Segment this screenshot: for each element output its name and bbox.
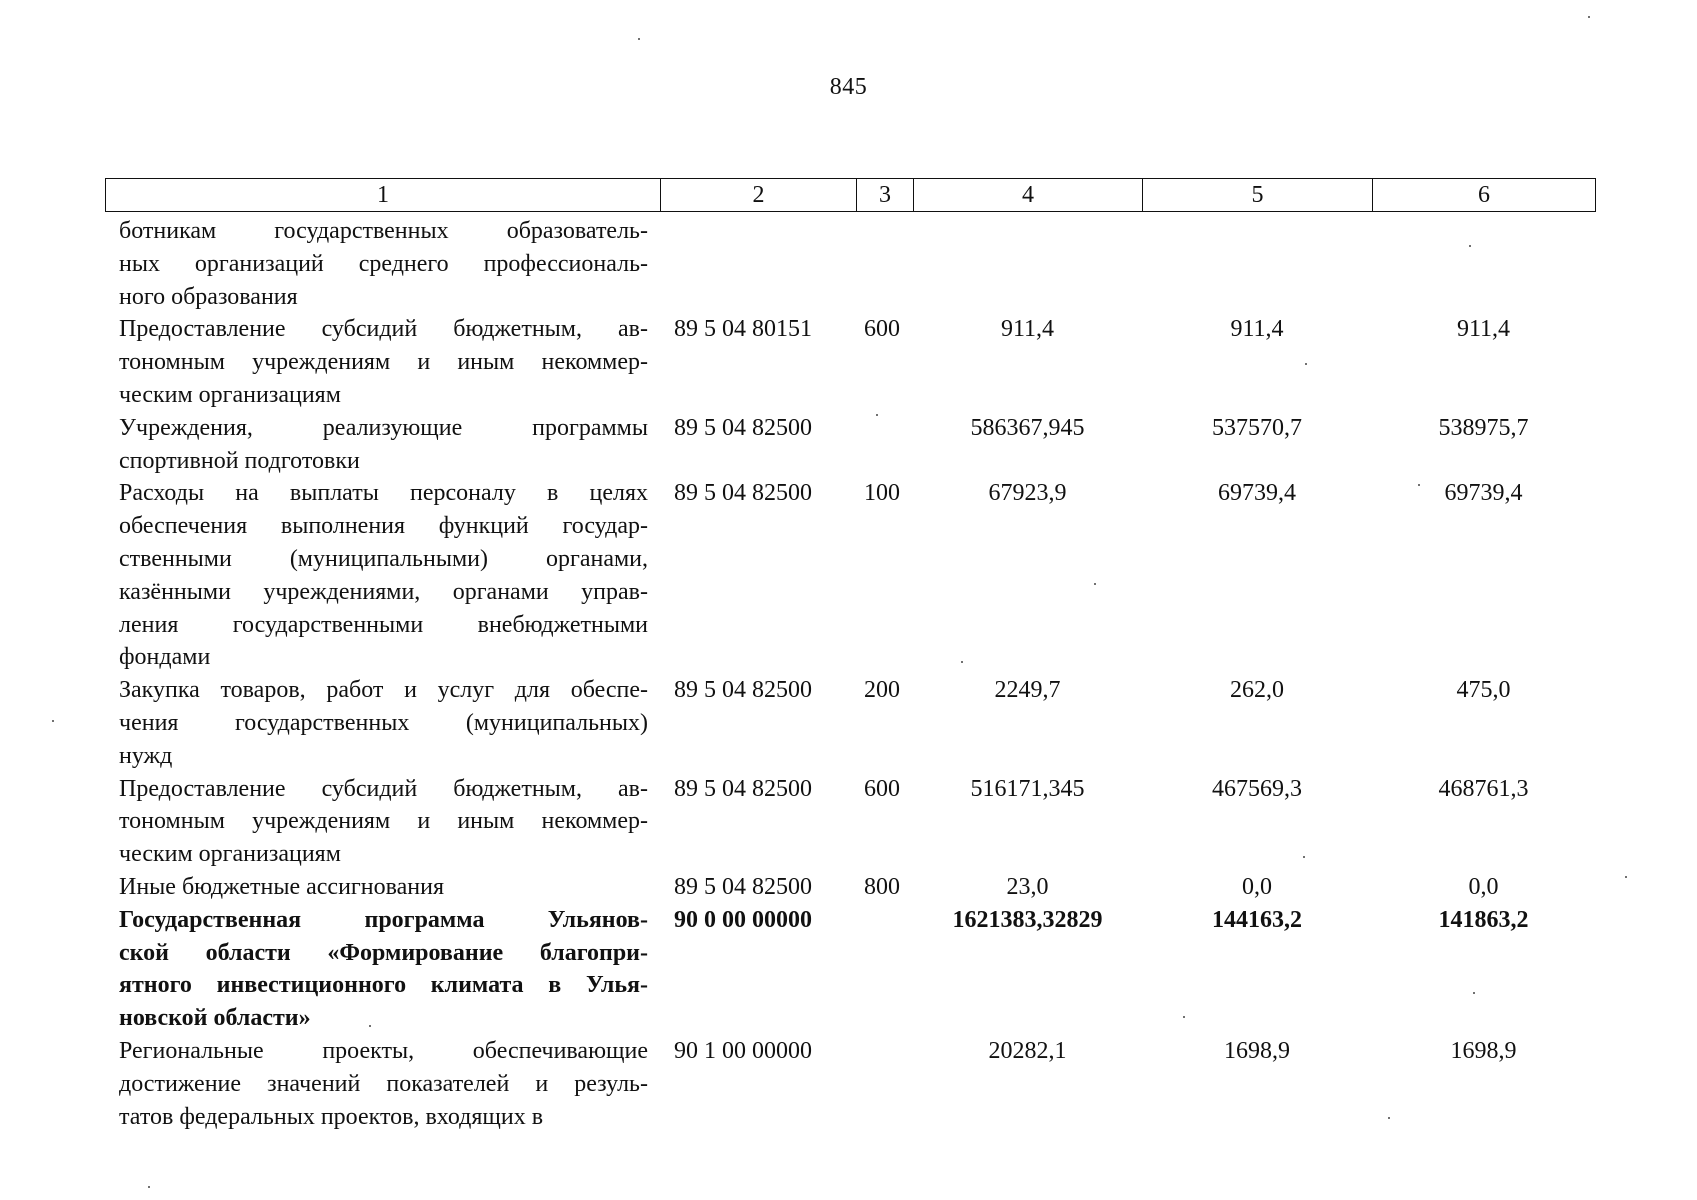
row-value-col5: 911,4 — [1230, 316, 1284, 343]
row-description — [105, 871, 660, 904]
row-value-col6: 911,4 — [1456, 316, 1511, 343]
row-value-col5 — [1142, 215, 1372, 313]
row-description — [105, 313, 660, 411]
description-line: фондами — [119, 644, 211, 671]
description-line: ческим организациям — [119, 841, 341, 868]
description-line: Государственная программа Ульянов- — [119, 906, 648, 933]
row-value-col6: 538975,7 — [1438, 414, 1529, 441]
scan-speck — [1625, 876, 1627, 878]
description-line: Закупка товаров, работ и услуг для обеспе- — [119, 677, 648, 704]
header-col-6: 6 — [1373, 179, 1596, 212]
scan-speck — [1388, 1117, 1390, 1119]
scan-speck — [1183, 1016, 1185, 1018]
row-value-col5: 262,0 — [1230, 677, 1284, 704]
row-value-col6: 0,0 — [1468, 873, 1499, 900]
description-line: Региональные проекты, обеспечивающие — [119, 1037, 648, 1064]
row-expense-type: 100 — [864, 480, 900, 507]
row-description — [105, 215, 660, 313]
row-expense-type — [856, 1035, 913, 1133]
description-line: Иные бюджетные ассигнования — [119, 873, 444, 900]
row-value-col6: 69739,4 — [1444, 480, 1523, 507]
scan-speck — [876, 414, 878, 416]
table-row — [105, 412, 1595, 478]
row-description — [105, 1035, 660, 1133]
header-col-2: 2 — [661, 179, 857, 212]
description-line: новской области» — [119, 1005, 311, 1032]
description-line: татов федеральных проектов, входящих в — [119, 1103, 544, 1130]
page-number: 845 — [829, 74, 868, 100]
description-line: ботникам государственных образователь- — [119, 218, 648, 244]
row-description — [105, 477, 660, 674]
budget-table-body — [105, 215, 1595, 1133]
header-row — [106, 179, 1596, 212]
description-line: чения государственных (муниципальных) — [119, 709, 648, 736]
row-value-col4 — [913, 215, 1142, 313]
row-value-col4: 67923,9 — [988, 480, 1067, 507]
scan-speck — [1473, 992, 1475, 994]
header-col-3: 3 — [857, 179, 914, 212]
row-description — [105, 674, 660, 772]
table-row — [105, 773, 1595, 871]
description-line: ления государственными внебюджетными — [119, 611, 648, 638]
row-value-col6: 141863,2 — [1438, 906, 1529, 933]
description-line: Предоставление субсидий бюджетным, ав- — [119, 775, 648, 802]
table-row — [105, 904, 1595, 1035]
row-code: 89 5 04 80151 — [674, 316, 812, 343]
row-value-col4: 911,4 — [1000, 316, 1055, 343]
row-code: 89 5 04 82500 — [674, 414, 812, 441]
row-value-col4: 20282,1 — [988, 1037, 1067, 1064]
row-code: 89 5 04 82500 — [674, 873, 812, 900]
row-value-col5: 0,0 — [1242, 873, 1272, 900]
header-col-4: 4 — [914, 179, 1143, 212]
description-line: тономным учреждениям и иным некоммер- — [119, 808, 648, 835]
description-line: тономным учреждениям и иным некоммер- — [119, 349, 648, 376]
row-code — [660, 215, 856, 313]
scan-speck — [369, 1025, 371, 1027]
scan-speck — [1303, 856, 1305, 858]
description-line: нужд — [119, 742, 173, 769]
row-code: 89 5 04 82500 — [674, 480, 812, 507]
table-row — [105, 1035, 1595, 1133]
row-code: 90 0 00 00000 — [674, 906, 812, 933]
row-code: 90 1 00 00000 — [674, 1037, 812, 1064]
row-value-col5: 144163,2 — [1212, 906, 1302, 933]
row-code: 89 5 04 82500 — [674, 677, 812, 704]
row-value-col6: 468761,3 — [1438, 775, 1529, 802]
row-description — [105, 904, 660, 1035]
row-value-col5: 537570,7 — [1212, 414, 1302, 441]
scan-speck — [638, 38, 640, 40]
row-value-col6: 475,0 — [1456, 677, 1511, 704]
description-line: Расходы на выплаты персоналу в целях — [119, 480, 648, 507]
description-line: спортивной подготовки — [119, 447, 360, 474]
scan-speck — [1418, 484, 1420, 486]
scan-speck — [1588, 16, 1590, 18]
row-expense-type: 800 — [864, 873, 900, 900]
description-line: ственными (муниципальными) органами, — [119, 545, 648, 572]
scan-speck — [1094, 583, 1096, 585]
description-line: ятного инвестиционного климата в Улья- — [119, 972, 648, 999]
row-description — [105, 412, 660, 478]
header-col-1: 1 — [106, 179, 661, 212]
description-line: обеспечения выполнения функций государ- — [119, 513, 648, 540]
description-line: Предоставление субсидий бюджетным, ав- — [119, 316, 648, 343]
table-row — [105, 871, 1595, 904]
header-col-5: 5 — [1143, 179, 1373, 212]
description-line: ного образования — [119, 283, 298, 310]
row-value-col6: 1698,9 — [1450, 1037, 1517, 1064]
table-row — [105, 674, 1595, 772]
description-line: ческим организациям — [119, 381, 341, 408]
scan-speck — [1469, 245, 1471, 247]
row-expense-type — [856, 215, 913, 313]
description-line: достижение значений показателей и резуль- — [119, 1070, 648, 1097]
description-line: ных организаций среднего профессиональ- — [119, 250, 648, 277]
row-code: 89 5 04 82500 — [674, 775, 812, 802]
row-value-col4: 516171,345 — [970, 775, 1085, 802]
table-row — [105, 215, 1595, 313]
row-description — [105, 773, 660, 871]
row-value-col5: 69739,4 — [1218, 480, 1296, 507]
description-line: Учреждения, реализующие программы — [119, 414, 648, 441]
row-expense-type: 600 — [864, 775, 900, 802]
scan-speck — [1305, 363, 1307, 365]
row-expense-type: 200 — [864, 677, 900, 704]
row-expense-type — [856, 412, 913, 478]
row-expense-type — [856, 904, 913, 1035]
row-expense-type: 600 — [864, 316, 900, 343]
scan-speck — [148, 1186, 150, 1188]
row-value-col6 — [1372, 215, 1595, 313]
description-line: ской области «Формирование благопри- — [119, 939, 648, 966]
row-value-col4: 1621383,32829 — [952, 906, 1103, 933]
scan-speck — [961, 661, 963, 663]
row-value-col5: 1698,9 — [1224, 1037, 1290, 1064]
table-row — [105, 313, 1595, 411]
scan-speck — [52, 720, 54, 722]
row-value-col4: 586367,945 — [970, 414, 1085, 441]
table-row — [105, 477, 1595, 674]
row-value-col5: 467569,3 — [1212, 775, 1302, 802]
row-value-col4: 23,0 — [1006, 873, 1049, 900]
budget-table — [105, 215, 1595, 1133]
column-number-header — [105, 178, 1596, 212]
row-value-col4: 2249,7 — [994, 677, 1061, 704]
description-line: казёнными учреждениями, органами управ- — [119, 578, 648, 605]
